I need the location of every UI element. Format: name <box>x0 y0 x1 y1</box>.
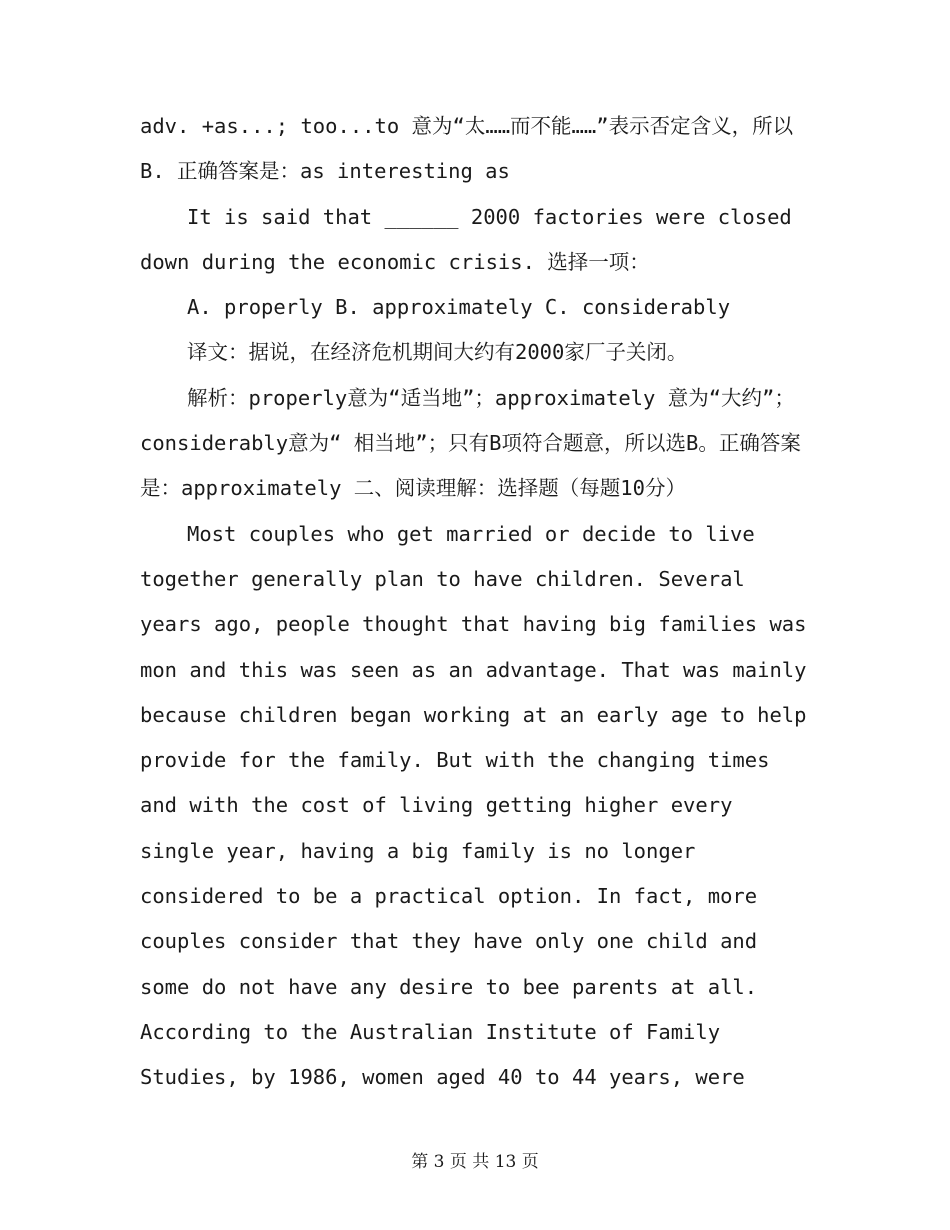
paragraph-answer-explanation: adv. +as...; too...to 意为“太……而不能……”表示否定含义，所以B. 正确答案是：as interesting as <box>140 114 794 184</box>
paragraph-question: It is said that ______ 2000 factories were closed down during the economic crisis. 选择一项： <box>140 204 792 274</box>
document-body <box>140 104 812 1101</box>
page-number-footer: 第 3 页 共 13 页 <box>411 1152 539 1172</box>
paragraph-reading-passage: Most couples who get married or decide to live together generally plan to have children. Several years ago, people thought that having big families was mon and this was seen as an advantage. That was mainly because children began working at an early age to help provide for the family. But with the changing times and with the cost of living getting higher every single year, having a big family is no longer considered to be a practical option. In fact, more couples consider that they have only one child and some do not have any desire to bee parents at all. According to the Australian Institute of Family Studies, by 1986, women aged 40 to 44 years, were <box>140 521 807 1090</box>
paragraph-analysis: 解析：properly意为“适当地”；approximately 意为“大约”；considerably意为“ 相当地”；只有B项符合题意，所以选B。正确答案是：approximately 二、阅读理解：选择题（每题10分） <box>140 385 801 501</box>
paragraph-translation: 译文：据说，在经济危机期间大约有2000家厂子关闭。 <box>187 340 688 365</box>
paragraph-options: A. properly B. approximately C. considerably <box>187 295 731 320</box>
